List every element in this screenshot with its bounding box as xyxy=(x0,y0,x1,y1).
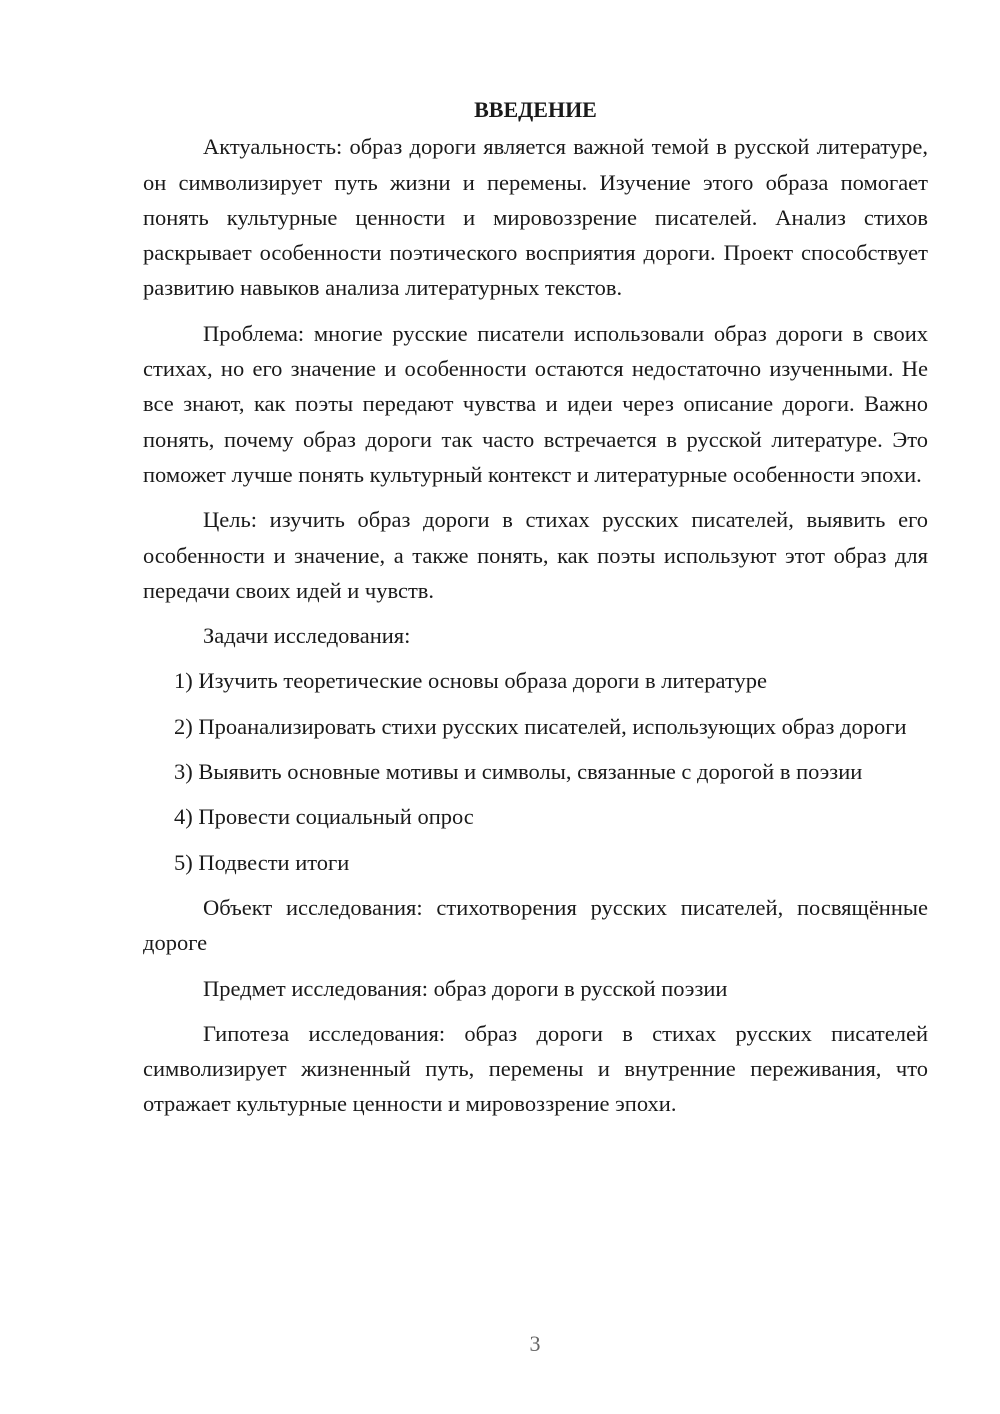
section-title: ВВЕДЕНИЕ xyxy=(474,97,597,122)
list-item: 4) Провести социальный опрос xyxy=(174,804,474,830)
paragraph-problem: Проблема: многие русские писатели использовали образ дороги в своих стихах, но его значение и особенности остаются недостаточно изученными. Не все знают, как поэты передают чувства и идеи через описание дороги. Важно понять, почему образ дороги так часто встречается в русской литературе. Это поможет лучше понять культурный контекст и литературные особенности эпохи. xyxy=(143,320,928,487)
list-item: 5) Подвести итоги xyxy=(174,849,350,875)
list-item: 3) Выявить основные мотивы и символы, связанные с дорогой в поэзии xyxy=(174,759,863,785)
list-item: 1) Изучить теоретические основы образа дороги в литературе xyxy=(174,668,767,694)
paragraph-subject: Предмет исследования: образ дороги в русской поэзии xyxy=(203,975,728,1001)
page-number: 3 xyxy=(529,1331,541,1356)
tasks-heading: Задачи исследования: xyxy=(203,623,411,649)
paragraph-relevance: Актуальность: образ дороги является важной темой в русской литературе, он символизирует путь жизни и перемены. Изучение этого образа помогает понять культурные ценности и мировоззрение писателей. Анализ стихов раскрывает особенности поэтического восприятия дороги. Проект способствует развитию навыков анализа литературных текстов. xyxy=(143,134,928,301)
list-item: 2) Проанализировать стихи русских писателей, использующих образ дороги xyxy=(174,713,907,739)
paragraph-hypothesis: Гипотеза исследования: образ дороги в стихах русских писателей символизирует жизненный путь, перемены и внутренние переживания, что отражает культурные ценности и мировоззрение эпохи. xyxy=(143,1020,928,1117)
paragraph-object: Объект исследования: стихотворения русских писателей, посвящённые дороге xyxy=(143,894,928,956)
paragraph-goal: Цель: изучить образ дороги в стихах русских писателей, выявить его особенности и значение, а также понять, как поэты используют этот образ для передачи своих идей и чувств. xyxy=(143,507,928,603)
document-page xyxy=(143,92,928,1122)
